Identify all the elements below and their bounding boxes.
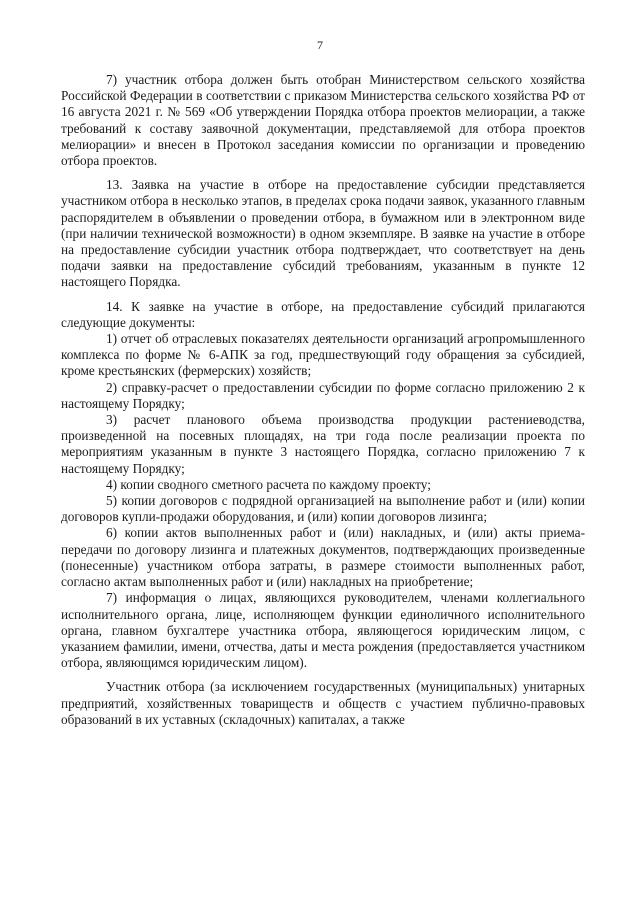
paragraph-participant-exception: Участник отбора (за исключением государственных (муниципальных) унитарных предприятий, хозяйственных товариществ и обществ с участием публично-правовых образований в их уставных (складочных) капиталах, а также: [61, 679, 585, 727]
list-item-5: 5) копии договоров с подрядной организацией на выполнение работ и (или) копии договоров купли-продажи оборудования, и (или) копии договоров лизинга;: [61, 493, 585, 525]
list-item-3: 3) расчет планового объема производства продукции растениеводства, произведенной на посевных площадях, на три года после реализации проекта по мероприятиям указанным в пункте 3 настоящего Порядка, согласно приложению 7 к настоящему Порядку;: [61, 412, 585, 476]
list-item-6: 6) копии актов выполненных работ и (или) накладных, и (или) акты приема-передачи по договору лизинга и платежных документов, подтверждающих произведенные (понесенные) участником отбора затраты, в размере стоимости выполненных работ, согласно актам выполненных работ и (или) накладных на приобретение;: [61, 525, 585, 590]
page-number: 7: [317, 38, 323, 52]
paragraph-section-13: 13. Заявка на участие в отборе на предоставление субсидии представляется участником отбора в несколько этапов, в пределах срока подачи заявок, указанного главным распорядителем в объявлении о проведении отбора, в бумажном или в электронном виде (при наличии технической возможности) в одном экземпляре. В заявке на участие в отборе на предоставление субсидии участник отбора подтверждает, что соответствует на день подачи заявки на предоставление субсидий требованиям, указанным в пункте 12 настоящего Порядка.: [61, 177, 585, 290]
list-item-4: 4) копии сводного сметного расчета по каждому проекту;: [106, 476, 431, 492]
list-item-7: 7) информация о лицах, являющихся руководителем, членами коллегиального исполнительного органа, лице, исполняющем функции единоличного исполнительного органа, главном бухгалтере участника отбора, являющегося юридическим лицом, с указанием фамилии, имени, отчества, даты и места рождения (предоставляется участником отбора, являющимся юридическим лицом).: [61, 590, 585, 671]
document-body: [61, 72, 585, 728]
list-item-1: 1) отчет об отраслевых показателях деятельности организаций агропромышленного комплекса по форме № 6-АПК за год, предшествующий году обращения за субсидией, кроме крестьянских (фермерских) хозяйств;: [61, 331, 585, 379]
paragraph-section-14: 14. К заявке на участие в отборе, на предоставление субсидий прилагаются следующие документы:: [61, 298, 585, 330]
paragraph-item-7-requirement: 7) участник отбора должен быть отобран Министерством сельского хозяйства Российской Федерации в соответствии с приказом Министерства сельского хозяйства РФ от 16 августа 2021 г. № 569 «Об утверждении Порядка отбора проектов мелиорации, а также требований к составу заявочной документации, представляемой для отбора проектов мелиорации» и внесен в Протокол заседания комиссии по организации и проведению отбора проектов.: [61, 72, 585, 169]
list-item-2: 2) справку-расчет о предоставлении субсидии по форме согласно приложению 2 к настоящему Порядку;: [61, 379, 585, 411]
